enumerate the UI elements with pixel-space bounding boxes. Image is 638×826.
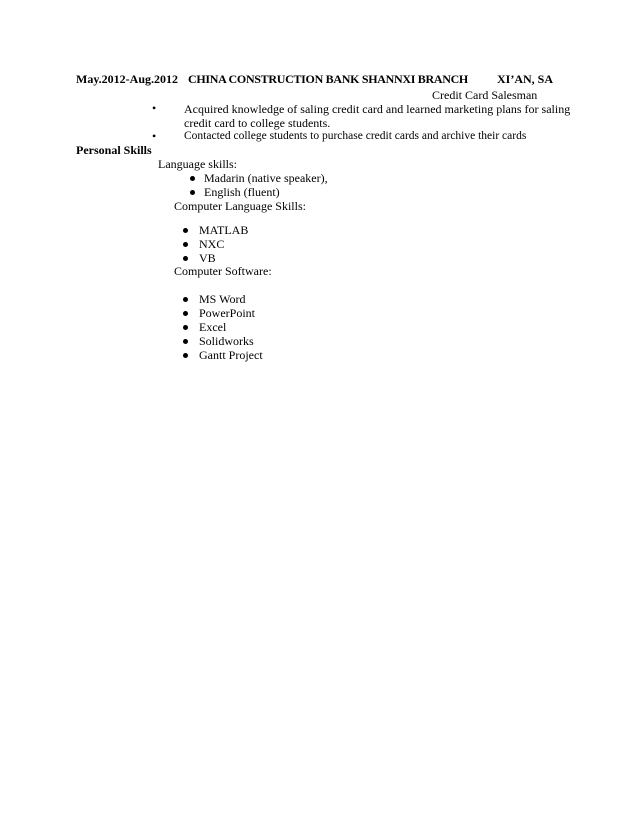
bullet-icon (183, 297, 188, 302)
bullet-icon (183, 242, 188, 247)
bullet-icon (190, 176, 195, 181)
job-bullet-1-line2: credit card to college students. (184, 116, 331, 130)
software-item: Gantt Project (199, 348, 263, 362)
job-company: CHINA CONSTRUCTION BANK SHANNXI BRANCH (188, 72, 468, 86)
bullet-icon (183, 228, 188, 233)
bullet-icon (190, 190, 195, 195)
language-skills-label: Language skills: (158, 157, 237, 171)
job-dates: May.2012-Aug.2012 (76, 72, 178, 86)
bullet-icon (183, 325, 188, 330)
computer-software-label: Computer Software: (174, 264, 272, 278)
language-item: English (fluent) (204, 185, 280, 199)
software-item: Excel (199, 320, 227, 334)
bullet-icon (183, 256, 188, 261)
job-bullet-2-marker: • (152, 129, 157, 143)
bullet-icon (183, 353, 188, 358)
computer-language-item: MATLAB (199, 223, 249, 237)
job-bullet-1-line1: Acquired knowledge of saling credit card and learned marketing plans for saling (184, 102, 571, 116)
job-title: Credit Card Salesman (432, 88, 538, 102)
job-bullet-1-marker: • (152, 101, 157, 115)
job-location: XI’AN, SA (497, 72, 554, 86)
language-item: Madarin (native speaker), (204, 171, 328, 185)
job-bullet-2-line1: Contacted college students to purchase credit cards and archive their cards (184, 130, 527, 142)
bullet-icon (183, 311, 188, 316)
section-heading-personal-skills: Personal Skills (76, 143, 152, 157)
software-item: MS Word (199, 292, 246, 306)
computer-language-label: Computer Language Skills: (174, 199, 306, 213)
computer-language-item: NXC (199, 237, 225, 251)
bullet-icon (183, 339, 188, 344)
computer-language-item: VB (199, 251, 216, 265)
software-item: PowerPoint (199, 306, 256, 320)
software-item: Solidworks (199, 334, 254, 348)
